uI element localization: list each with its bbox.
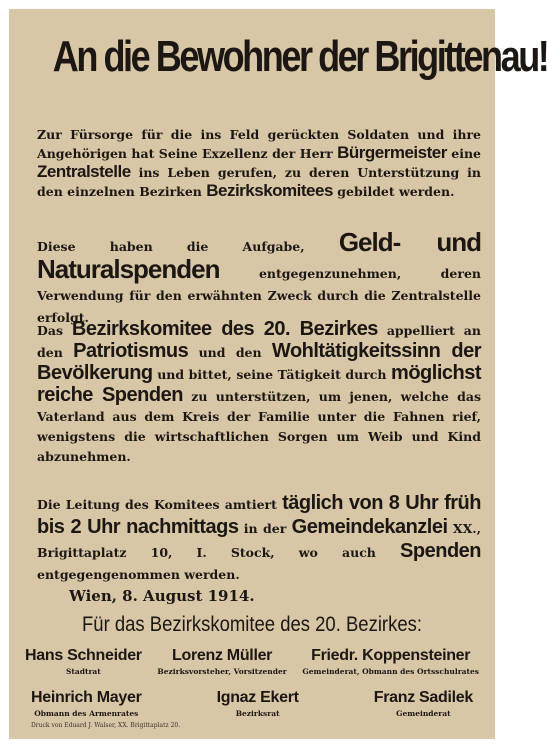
signatory	[31, 689, 142, 718]
signatory-name: Hans Schneider	[25, 647, 142, 664]
headline: An die Bewohner der Brigittenau!	[52, 32, 547, 81]
printer-imprint: Druck von Eduard J. Walser, XX. Brigittaplatz 20.	[31, 722, 181, 729]
signatory-role: Bezirksrat	[235, 709, 280, 718]
p1-text-a: Zur Fürsorge für die ins Feld gerückten Soldaten und ihre Angehörigen hat Seine Exzellenz der Herr	[37, 127, 481, 161]
signatory-name: Franz Sadilek	[373, 689, 473, 706]
p1-zentralstelle: Zentralstelle	[37, 162, 131, 181]
poster	[9, 9, 547, 739]
paragraph-appeal	[37, 319, 481, 467]
signatory	[217, 689, 299, 718]
p3-bezirkskomitee: Bezirkskomitee des 20. Bezirkes	[71, 318, 378, 340]
p4-gemeindekanzlei: Gemeindekanzlei	[291, 516, 448, 538]
p1-buergermeister: Bürgermeister	[337, 143, 447, 162]
p2-text-c: entgegenzunehmen, deren Verwendung für den erwähnten Zweck durch die Zentralstelle erfolgt.	[37, 266, 481, 325]
p3-text-c: appelliert an den	[37, 323, 481, 360]
paragraph-office	[37, 492, 481, 586]
signatory	[302, 647, 479, 676]
signatory	[25, 647, 142, 676]
date-line: Wien, 8. August 1914.	[69, 587, 255, 605]
p3-text-e: und den	[188, 345, 272, 360]
signatory	[374, 689, 473, 718]
p2-spenden: Geld- und Naturalspenden	[37, 227, 481, 284]
paragraph-task	[37, 227, 481, 329]
p4-hours: täglich von 8 Uhr früh bis 2 Uhr nachmittags	[37, 492, 481, 538]
signatories-row-1	[9, 647, 495, 676]
p4-spenden: Spenden	[400, 540, 481, 562]
p3-spenden: möglichst reiche Spenden	[37, 362, 481, 406]
signatory-role: Bezirksvorsteher, Vorsitzender	[157, 667, 287, 676]
paragraph-intro	[37, 126, 481, 201]
signatory	[157, 647, 286, 676]
signatory-role: Stadtrat	[66, 667, 101, 676]
p1-bezirkskomitees: Bezirkskomitees	[206, 181, 333, 200]
signatory-name: Lorenz Müller	[172, 647, 273, 664]
p3-text-i: zu unterstützen, um jenen, welche das Vaterland aus dem Kreis der Familie unter die Fahnen rief, wenigstens die wirtschaftlichen Sorgen um Weib und Kind abzunehmen.	[37, 389, 482, 464]
p1-text-c: eine	[446, 146, 481, 161]
p1-text-e: ins Leben gerufen, zu deren Unterstützung in den einzelnen Bezirken	[37, 165, 481, 199]
signatory-name: Ignaz Ekert	[216, 689, 299, 706]
p2-text-a: Diese haben die Aufgabe,	[37, 239, 339, 254]
signatory-name: Heinrich Mayer	[31, 689, 142, 706]
signatory-role: Gemeinderat, Obmann des Ortsschulrates	[302, 667, 479, 676]
p4-text-g: entgegengenommen werden.	[37, 567, 240, 582]
p1-text-g: gebildet werden.	[332, 184, 455, 199]
p4-text-c: in der	[238, 521, 292, 536]
committee-heading: Für das Bezirkskomitee des 20. Bezirkes:	[82, 613, 422, 636]
p4-text-e: XX., Brigittaplatz 10, I. Stock, wo auch	[37, 521, 482, 560]
p4-text-a: Die Leitung des Komitees amtiert	[37, 497, 283, 512]
signatories-row-2	[9, 689, 495, 718]
signatory-role: Obmann des Armenrates	[34, 709, 139, 718]
p3-wohltaetigkeit: Wohltätigkeitssinn der Bevölkerung	[37, 340, 481, 384]
p3-text-g: und bittet, seine Tätigkeit durch	[152, 367, 392, 382]
p3-text-a: Das	[37, 323, 72, 338]
signatory-role: Gemeinderat	[396, 709, 451, 718]
p3-patriotismus: Patriotismus	[73, 340, 189, 362]
signatory-name: Friedr. Koppensteiner	[311, 647, 471, 664]
